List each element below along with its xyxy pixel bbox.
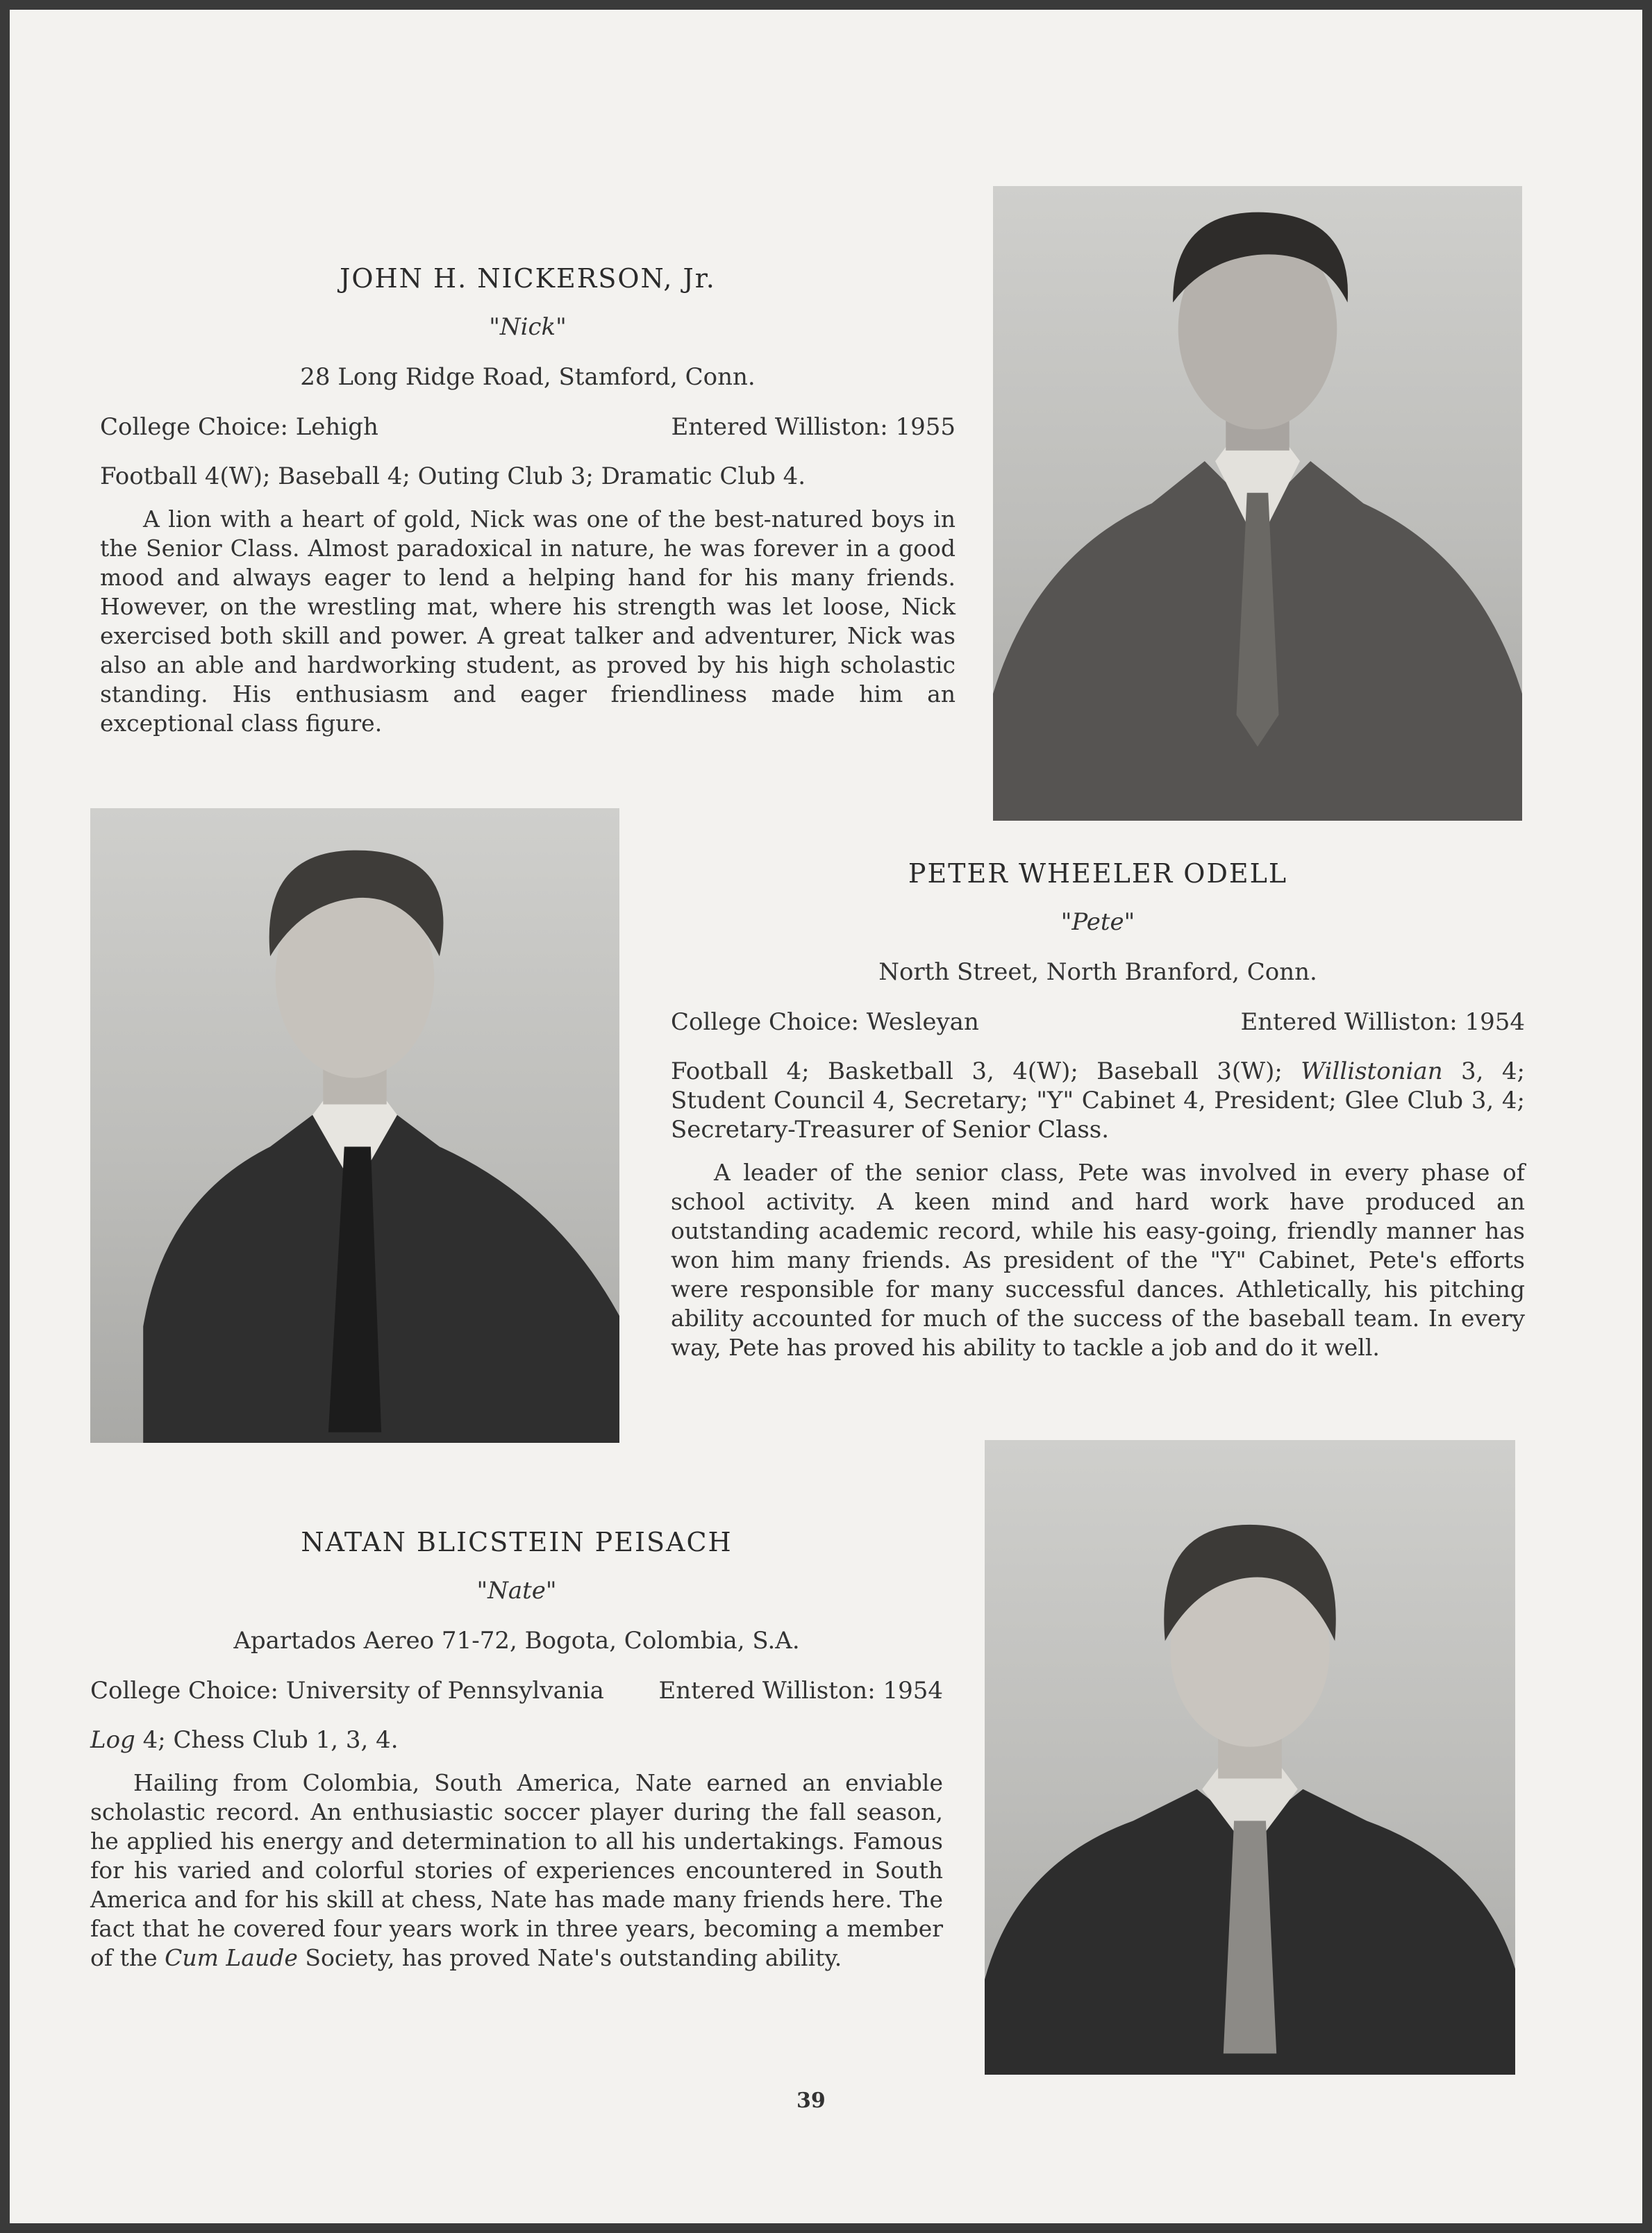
entered-year: Entered Williston: 1954	[658, 1677, 943, 1705]
student-description: A lion with a heart of gold, Nick was one of the best-natured boys in the Senior Class. Almost paradoxical in nature, he was forever in a good mood and always eager to lend a helping hand for his many friends. However, on the wrestling mat, where his strength was let loose, Nick exercised both skill and power. A great talker and adventurer, Nick was also an able and hardworking student, as proved by his high scholastic standing. His enthusiasm and eager friendliness made him an exceptional class figure.	[100, 505, 956, 737]
description-part-a: Hailing from Colombia, South America, Nate earned an enviable scholastic record. An enthusiastic soccer player during the fall season, he applied his energy and determination to all his undertakings. Famous for his varied and colorful stories of experiences encountered in South America and for his skill at chess, Nate has made many friends here. The fact that he covered four years work in three years, becoming a member of the	[90, 1769, 943, 1971]
student-nickname: "Nate"	[476, 1577, 557, 1605]
portrait-photo-peisach	[985, 1440, 1515, 2075]
bio-peisach	[90, 1527, 943, 1973]
entered-year: Entered Williston: 1955	[671, 413, 956, 441]
student-name: JOHN H. NICKERSON, Jr.	[340, 263, 716, 294]
portrait-photo-nickerson	[993, 186, 1522, 821]
student-address: Apartados Aereo 71-72, Bogota, Colombia, S.A.	[233, 1627, 800, 1655]
student-nickname: "Pete"	[1060, 908, 1135, 936]
activities-italic: Log	[90, 1726, 135, 1754]
activities-part-a: Football 4; Basketball 3, 4(W); Baseball 3(W);	[671, 1057, 1301, 1085]
college-entered-row	[100, 413, 956, 441]
activities-part-b: 3, 4; Student Council 4, Secretary; "Y" Cabinet 4, President; Glee Club 3, 4; Secretary-Treasurer of Senior Class.	[671, 1057, 1525, 1144]
student-name: PETER WHEELER ODELL	[908, 858, 1288, 889]
bio-odell	[671, 858, 1525, 1362]
student-activities	[671, 1057, 1525, 1144]
page-number: 39	[796, 2089, 826, 2113]
college-choice: College Choice: Lehigh	[100, 413, 378, 441]
description-part-b: Society, has proved Nate's outstanding ability.	[297, 1944, 842, 1971]
yearbook-page	[10, 10, 1642, 2223]
activities-italic: Willistonian	[1301, 1057, 1443, 1085]
student-name: NATAN BLICSTEIN PEISACH	[301, 1527, 733, 1557]
college-choice: College Choice: University of Pennsylvania	[90, 1677, 604, 1705]
student-description: A leader of the senior class, Pete was involved in every phase of school activity. A keen mind and hard work have produced an outstanding academic record, while his easy-going, friendly manner has won him many friends. As president of the "Y" Cabinet, Pete's efforts were responsible for many successful dances. Athletically, his pitching ability accounted for much of the success of the baseball team. In every way, Pete has proved his ability to tackle a job and do it well.	[671, 1159, 1525, 1361]
college-entered-row	[671, 1008, 1525, 1036]
student-description	[90, 1768, 943, 1973]
student-activities	[90, 1725, 943, 1755]
student-address: North Street, North Branford, Conn.	[878, 958, 1317, 986]
student-address: 28 Long Ridge Road, Stamford, Conn.	[300, 363, 756, 391]
student-nickname: "Nick"	[489, 313, 567, 341]
student-activities: Football 4(W); Baseball 4; Outing Club 3; Dramatic Club 4.	[100, 462, 806, 490]
entered-year: Entered Williston: 1954	[1240, 1008, 1525, 1036]
portrait-photo-odell	[90, 808, 619, 1443]
activities-part-b: 4; Chess Club 1, 3, 4.	[135, 1726, 399, 1754]
description-italic: Cum Laude	[165, 1944, 298, 1971]
bio-nickerson	[100, 263, 956, 738]
college-entered-row	[90, 1677, 943, 1705]
college-choice: College Choice: Wesleyan	[671, 1008, 979, 1036]
